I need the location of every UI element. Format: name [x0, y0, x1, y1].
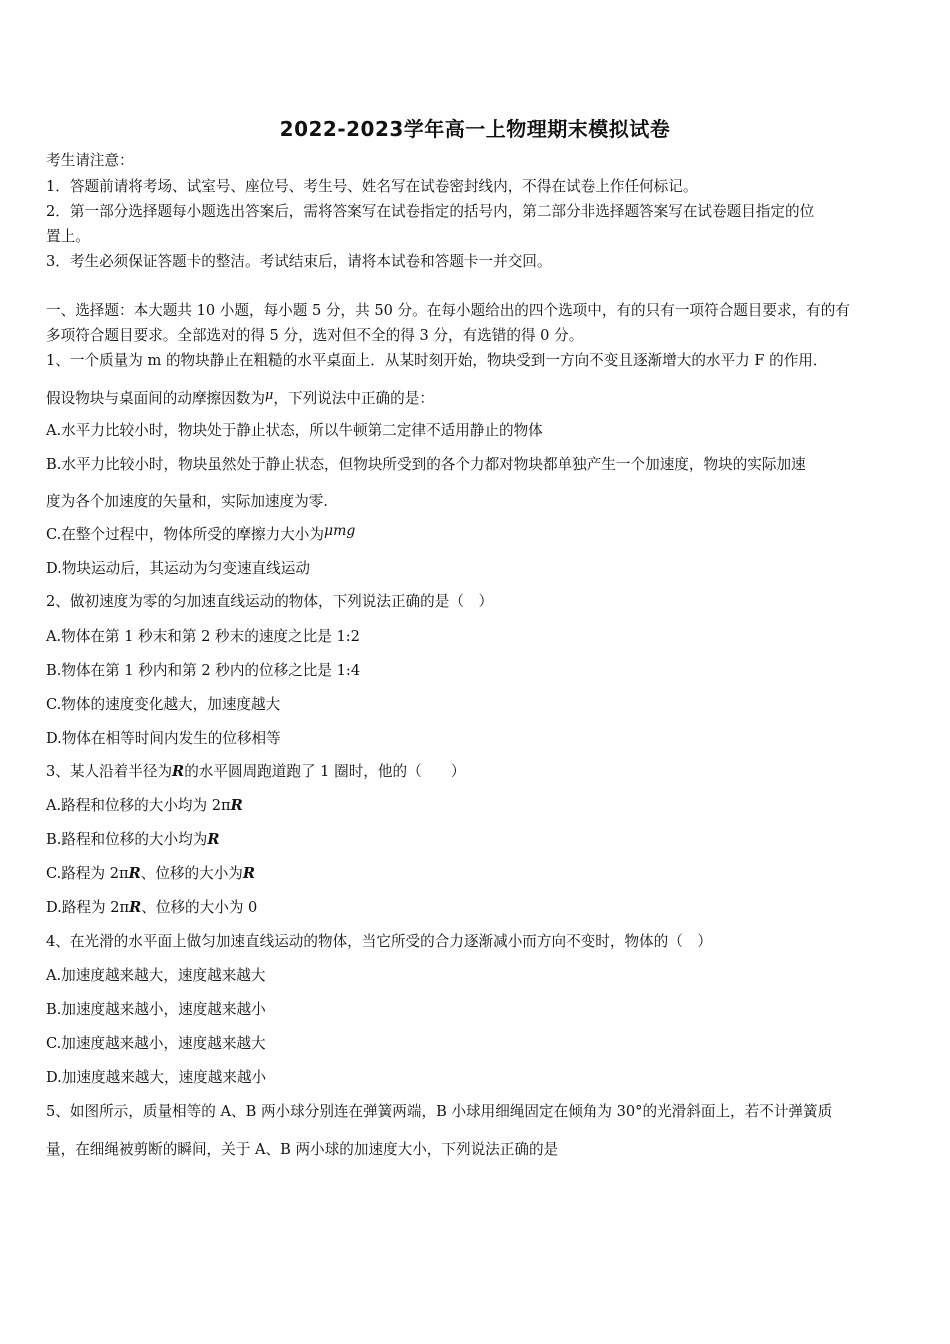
q1-option-d: D.物块运动后，其运动为匀变速直线运动 [46, 560, 310, 577]
radius-symbol: R [230, 797, 243, 814]
q1-option-c-text: C.在整个过程中，物体所受的摩擦力大小为 [46, 526, 324, 543]
radius-symbol: R [128, 865, 141, 882]
notice-item-3: 3．考生必须保证答题卡的整洁。考试结束后，请将本试卷和答题卡一并交回。 [46, 253, 552, 270]
q2-option-c: C.物体的速度变化越大，加速度越大 [46, 696, 281, 713]
q2-option-d: D.物体在相等时间内发生的位移相等 [46, 730, 281, 747]
q1-option-b-line1: B.水平力比较小时，物块虽然处于静止状态，但物块所受到的各个力都对物块都单独产生一个加速度，物块的实际加速 [46, 456, 806, 473]
q3-option-c-text-b: 、位移的大小为 [140, 865, 243, 882]
q5-stem-line1: 5、如图所示，质量相等的 A、B 两小球分别连在弹簧两端，B 小球用细绳固定在倾角为 30°的光滑斜面上，若不计弹簧质 [46, 1103, 833, 1120]
q1-stem-line2-text: 假设物块与桌面间的动摩擦因数为 [46, 390, 265, 407]
mu-mg-formula: μmg [323, 523, 356, 539]
q3-option-b [46, 830, 906, 850]
mu-symbol: μ [264, 388, 274, 403]
q3-option-a-text: A.路程和位移的大小均为 2π [46, 797, 231, 814]
notice-item-1: 1．答题前请将考场、试室号、座位号、考生号、姓名写在试卷密封线内，不得在试卷上作任何标记。 [46, 178, 698, 195]
notice-item-2: 2．第一部分选择题每小题选出答案后，需将答案写在试卷指定的括号内，第二部分非选择题答案写在试卷题目指定的位 [46, 203, 815, 220]
q3-stem-text-b: 的水平圆周跑道跑了 1 圈时，他的（ ） [184, 763, 466, 780]
q3-option-c [46, 864, 906, 884]
q1-option-b-line2: 度为各个加速度的矢量和，实际加速度为零. [46, 493, 328, 510]
q4-option-c: C.加速度越来越小，速度越来越大 [46, 1035, 266, 1052]
q2-stem: 2、做初速度为零的匀加速直线运动的物体，下列说法正确的是（ ） [46, 593, 494, 610]
q3-option-c-text: C.路程为 2π [46, 865, 129, 882]
q3-option-b-text: B.路程和位移的大小均为 [46, 831, 208, 848]
q3-option-d [46, 898, 906, 918]
page-title: 2022-2023学年高一上物理期末模拟试卷 [279, 117, 671, 141]
notice-heading: 考生请注意： [46, 152, 134, 169]
q4-option-d: D.加速度越来越大，速度越来越小 [46, 1069, 267, 1086]
notice-item-2-cont: 置上。 [46, 228, 90, 245]
q1-option-c [46, 525, 906, 545]
q3-stem-text: 3、某人沿着半径为 [46, 763, 173, 780]
q4-option-a: A.加速度越来越大，速度越来越大 [46, 967, 266, 984]
q2-option-a: A.物体在第 1 秒末和第 2 秒末的速度之比是 1:2 [46, 628, 360, 645]
q3-stem [46, 762, 906, 782]
radius-symbol: R [129, 899, 142, 916]
q2-option-b: B.物体在第 1 秒内和第 2 秒内的位移之比是 1:4 [46, 662, 361, 679]
section-heading-line1: 一、选择题：本大题共 10 小题，每小题 5 分，共 50 分。在每小题给出的四个选项中，有的只有一项符合题目要求，有的有 [46, 302, 850, 319]
radius-symbol: R [172, 763, 185, 780]
q3-option-d-text: D.路程为 2π [46, 899, 130, 916]
q5-stem-line2: 量，在细绳被剪断的瞬间，关于 A、B 两小球的加速度大小，下列说法正确的是 [46, 1141, 559, 1158]
q1-stem-line2 [46, 389, 906, 410]
q3-option-d-text-b: 、位移的大小为 0 [141, 899, 258, 916]
q1-option-a: A.水平力比较小时，物块处于静止状态，所以牛顿第二定律不适用静止的物体 [46, 422, 543, 439]
q3-option-a [46, 796, 906, 816]
section-heading-line2: 多项符合题目要求。全部选对的得 5 分，选对但不全的得 3 分，有选错的得 0 分。 [46, 327, 584, 344]
q1-stem-line1: 1、一个质量为 m 的物块静止在粗糙的水平桌面上．从某时刻开始，物块受到一方向不变且逐渐增大的水平力 F 的作用． [46, 352, 828, 369]
radius-symbol: R [207, 831, 220, 848]
q4-stem: 4、在光滑的水平面上做匀加速直线运动的物体，当它所受的合力逐渐减小而方向不变时，物体的（ ） [46, 933, 713, 950]
q4-option-b: B.加速度越来越小，速度越来越小 [46, 1001, 266, 1018]
q1-stem-line2-text-b: ，下列说法中正确的是： [273, 390, 434, 407]
radius-symbol: R [242, 865, 256, 882]
